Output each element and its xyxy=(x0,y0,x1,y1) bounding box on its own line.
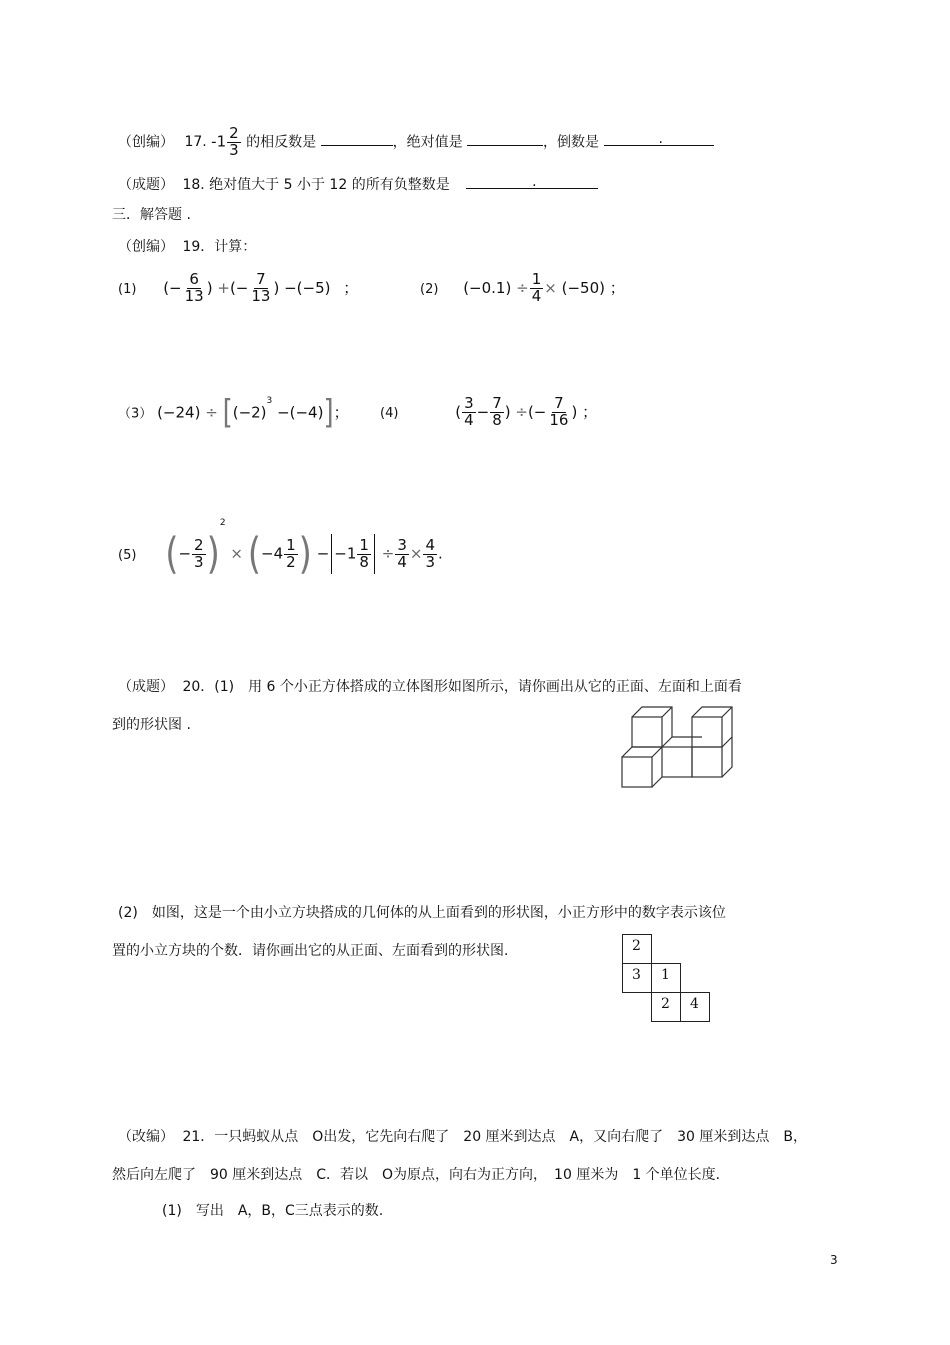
q19-p4-close: ) xyxy=(504,402,511,421)
q17-text-1: 的相反数是 xyxy=(246,134,317,151)
q19-p5-abs-left xyxy=(331,534,332,574)
cube1-side-edge xyxy=(652,777,662,787)
q19-p1-open: (− xyxy=(163,278,182,297)
top-view-grid xyxy=(622,934,714,1026)
q19-line xyxy=(118,236,256,256)
q19-p4-frac2: $\frac{7}{8}$ xyxy=(492,394,502,429)
cube-front-bottom-3 xyxy=(692,747,722,777)
q19-part2 xyxy=(420,272,625,305)
q19-p2-div: ÷ xyxy=(516,278,529,297)
q19-p5-rparen: ) xyxy=(206,529,220,579)
q19-p1-close2: ) xyxy=(273,278,280,297)
cube1-top xyxy=(622,747,662,757)
cube-front-left-top xyxy=(632,717,662,747)
q19-p1-frac1: $\frac{6}{13}$ xyxy=(184,270,204,305)
q18-text: 18. 绝对值大于 5 小于 12 的所有负整数是 xyxy=(182,177,450,193)
q19-p5-times1: × xyxy=(230,544,243,563)
q19-p4-div: ÷ xyxy=(515,402,528,421)
q19-p4-minus: − xyxy=(476,402,490,421)
q17-text-2: ，绝对值是 xyxy=(392,134,463,151)
q19-p3-div: ÷ xyxy=(205,403,218,422)
q18-blank-dot: . xyxy=(532,174,537,190)
q19-p4-close2: ) xyxy=(571,402,578,421)
cube-front-bottom-2 xyxy=(662,747,692,777)
q19-p5-frac3: $\frac{1}{8}$ xyxy=(359,535,369,571)
q19-p3-term3: −(−4) xyxy=(277,403,324,422)
q19-p5-frac5: $\frac{4}{3}$ xyxy=(425,535,435,571)
q20-part2-line1: (2) 如图，这是一个由小立方块搭成的几何体的从上面看到的形状图，小正方形中的数字表示该位 xyxy=(118,905,726,921)
q20-tag: （成题） xyxy=(118,679,174,695)
cube-left-top-edge xyxy=(662,707,672,717)
q17-mixed-whole: -1 xyxy=(211,132,227,151)
q21-tag: （改编） xyxy=(118,1129,174,1145)
q19-part5 xyxy=(118,518,443,579)
q19-p5-frac4: $\frac{3}{4}$ xyxy=(397,535,407,571)
q19-p2-frac: $\frac{1}{4}$ xyxy=(531,270,542,305)
q19-p5-whole2: −1 xyxy=(334,544,357,563)
q21-line2: 然后向左爬了 90 厘米到达点 C．若以 O为原点，向右为正方向， 10 厘米为 1 个单位长度． xyxy=(112,1167,730,1183)
q18-line xyxy=(118,174,598,194)
q19-p3-term2: (−2) xyxy=(232,403,267,422)
q21-line1 xyxy=(118,1126,807,1146)
q17-blank-absolute[interactable] xyxy=(467,131,543,146)
q17-tag: （创编） xyxy=(118,134,174,151)
q17-text-3: ，倒数是 xyxy=(543,134,600,151)
q17-number: 17. xyxy=(184,134,207,151)
q18-blank[interactable] xyxy=(466,174,598,189)
cube-right-mid-edge xyxy=(722,737,732,747)
q19-p5-div: ÷ xyxy=(381,544,395,563)
q20-line1 xyxy=(118,676,742,696)
q19-p5-exponent: 2 xyxy=(219,518,226,528)
q20-part2-line2: 置的小立方块的个数．请你画出它的从正面、左面看到的形状图. xyxy=(112,943,509,959)
cube-front-right-top xyxy=(692,717,722,747)
q17-line xyxy=(118,126,714,159)
q19-p5-lparen: ( xyxy=(165,529,179,579)
q19-part4 xyxy=(380,396,597,429)
q20-text-line1: 20．(1) 用 6 个小正方体搭成的立体图形如图所示，请你画出从它的正面、左面和上面看 xyxy=(182,679,742,695)
q19-part1 xyxy=(118,272,358,305)
q17-blank-opposite[interactable] xyxy=(321,131,393,146)
q17-blank-reciprocal[interactable] xyxy=(604,131,714,146)
grid-cell-r1c1: 2 xyxy=(622,934,652,964)
q19-p5-times2: × xyxy=(409,544,423,563)
q19-p5-minus: − xyxy=(316,544,330,563)
q19-p1-label: (1) xyxy=(118,281,137,297)
q19-p1-plus: + xyxy=(217,278,230,297)
q19-p5-end: . xyxy=(438,544,443,563)
q19-p5-whole1: −4 xyxy=(261,544,284,563)
q19-p3-right-bracket: ] xyxy=(323,394,334,432)
q19-p4-label: (4) xyxy=(380,405,399,421)
q17-fraction: $\frac{2}{3}$ xyxy=(229,124,239,159)
cube1-top-edge xyxy=(652,747,662,757)
grid-cell-r2c2: 1 xyxy=(651,963,681,993)
cube-front-bottom-1 xyxy=(622,757,652,787)
q19-p3-term1: (−24) xyxy=(157,403,201,422)
q19-p2-label: (2) xyxy=(420,281,439,297)
cube-solid-figure xyxy=(618,702,738,792)
q19-p5-frac1: $\frac{2}{3}$ xyxy=(194,535,204,571)
q19-p1-close: ) xyxy=(206,278,213,297)
q19-p4-open2: (− xyxy=(527,402,547,421)
q19-tag: （创编） xyxy=(118,239,174,255)
q19-p1-frac2: $\frac{7}{13}$ xyxy=(251,270,271,305)
q19-p4-open: ( xyxy=(455,402,462,421)
q20-line2: 到的形状图 . xyxy=(112,717,191,733)
q19-p2-term1: (−0.1) xyxy=(463,278,512,297)
q19-p4-frac1: $\frac{3}{4}$ xyxy=(464,394,474,429)
grid-cell-r3c3: 4 xyxy=(680,992,710,1022)
q19-p1-open2: (− xyxy=(229,278,249,297)
q17-blank-dot: . xyxy=(658,131,663,148)
q19-p3-left-bracket: [ xyxy=(222,394,233,432)
q19-p5-abs-right xyxy=(374,534,375,574)
q19-part3 xyxy=(118,394,349,432)
cube-right-top-edge xyxy=(722,707,732,717)
q19-p5-lparen2: ( xyxy=(247,529,261,579)
section-3-heading: 三．解答题 . xyxy=(112,207,191,223)
q18-tag: （成题） xyxy=(118,177,174,193)
q21-sub1: (1) 写出 A，B，C三点表示的数. xyxy=(162,1203,384,1219)
q21-text-line1: 21．一只蚂蚁从点 O出发，它先向右爬了 20 厘米到达点 A，又向右爬了 30 厘米到达点 B， xyxy=(182,1129,807,1145)
grid-cell-r3c2: 2 xyxy=(651,992,681,1022)
q19-p5-frac2: $\frac{1}{2}$ xyxy=(286,535,296,571)
q19-text: 19．计算： xyxy=(182,239,257,255)
page-number: 3 xyxy=(830,1253,838,1267)
q19-p5-rparen2: ) xyxy=(298,529,312,579)
q19-p4-end: ； xyxy=(582,402,598,421)
q19-p5-neg: − xyxy=(178,544,192,563)
q19-p5-label: (5) xyxy=(118,547,137,563)
q19-p3-exponent: 3 xyxy=(266,396,273,406)
q19-p3-end: ； xyxy=(333,403,349,422)
q19-p1-end: ； xyxy=(343,278,359,297)
q19-p2-end: ； xyxy=(609,278,625,297)
q19-p2-times: × xyxy=(544,278,557,297)
q19-p3-label: （3） xyxy=(118,406,153,422)
q19-p1-term3: −(−5) xyxy=(284,278,331,297)
grid-cell-r2c1: 3 xyxy=(622,963,652,993)
q19-p2-term2: (−50) xyxy=(561,278,605,297)
q19-p4-frac3: $\frac{7}{16}$ xyxy=(549,394,569,429)
